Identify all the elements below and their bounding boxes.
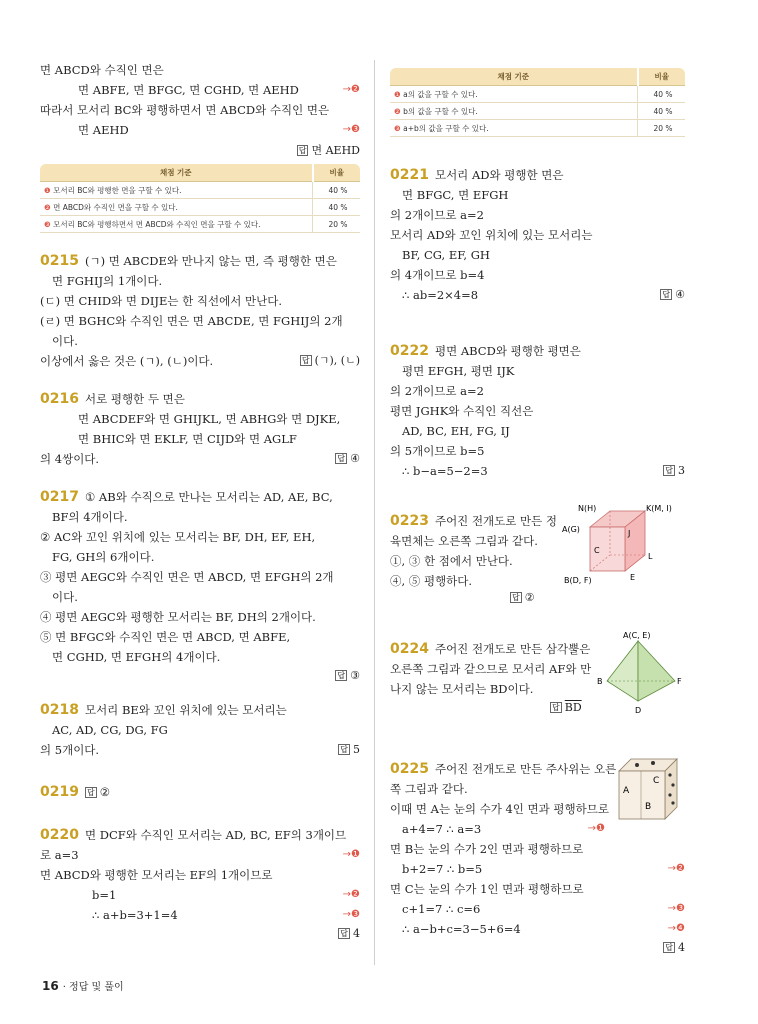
problem-0218: 0218 모서리 BE와 꼬인 위치에 있는 모서리는 AC, AD, CG, DG, FG 의 5개이다. 답 5 [40,700,360,760]
table-row: ❷ 면 ABCD와 수직인 면을 구할 수 있다. 40 % [40,199,360,216]
table-row: ❸ 모서리 BC와 평행하면서 면 ABCD와 수직인 면을 구할 수 있다. 20 % [40,216,360,233]
answer-icon: 답 [86,788,95,797]
answer: 답 $\overline{BD}$ [552,701,582,714]
table-row: ❶ a의 값을 구할 수 있다. 40 % [390,86,685,103]
answer-icon: 답 [552,703,560,712]
column-divider [374,60,375,965]
problem-number: 0222 [390,343,429,359]
step-marker: →❸ [342,909,360,920]
answer: 답 5 [340,743,360,756]
problem-number: 0221 [390,167,429,183]
scoring-table [40,164,360,233]
answer: 답 (ㄱ), (ㄴ) [301,354,360,367]
vertex-label: J [628,529,631,538]
answer: 답 4 [665,941,685,954]
step-marker: →❷ [342,889,360,900]
step-marker: →❹ [667,923,685,934]
problem-number: 0223 [390,513,429,529]
page-footer [42,978,124,993]
text-line: 면 ABCD와 수직인 면은 [40,63,164,77]
answer: 답 3 [665,464,685,477]
step-marker: →❶ [587,823,605,834]
answer: 답 면 AEHD [298,144,360,157]
problem-0224: 0224 주어진 전개도로 만든 삼각뿔은 오른쪽 그림과 같으므로 모서리 AF와 만 나지 않는 모서리는 BD이다. 답 $\overline{BD}$ A(C, E) B F D [390,639,685,729]
step-marker: →❸ [667,903,685,914]
face-label: B [645,802,652,812]
step-marker: →❸ [342,124,360,135]
face-label: C [653,776,660,786]
answer-icon: 답 [662,290,671,299]
vertex-label: E [630,573,636,582]
vertex-label: D [635,706,642,715]
step-marker: →❷ [667,863,685,874]
vertex-label: B [597,677,603,686]
problem-number: 0225 [390,761,429,777]
table-header: 채점 기준 [390,68,638,86]
problem-number: 0218 [40,702,79,718]
vertex-label: B(D, F) [564,576,592,585]
answer-icon: 답 [665,466,673,475]
problem-number: 0220 [40,827,79,843]
problem-0217: 0217 ① AB와 수직으로 만나는 모서리는 AD, AE, BC, BF의 4개이다. ② AC와 꼬인 위치에 있는 모서리는 BF, DH, EF, EH, FG, GH의 6개이다. ③ 평면 AEGC와 수직인 면은 면 ABCD, 면 EFGH의 2개 이다. ④ 평면 AEGC와 평행한 모서리는 BF, DH의 2개이다. ⑤ 면 BFGC와 수직인 면은 면 ABCD, 면 ABFE, 면 CGHD, 면 EFGH의 4개이다. 답 ③ [40,489,360,682]
problem-0225: A B C 0225 주어진 전개도로 만든 주사위는 오른 쪽 그림과 같다. 이때 면 A는 눈의 수가 4인 면과 평행하므로 a+4=7 ∴ a=3 →❶ 면 B는 눈의 수가 2인 면과 평행하므로 b+2=7 ∴ b=5 →❷ 면 C는 눈의 수가 1인 면과 평행하므로 c+1=7 ∴ c=6 →❸ ∴ a−b+c=3−5+6=4 →❹ 답 4 [390,759,685,954]
page-number: 16 [42,979,59,993]
answer: 답 ② [512,591,535,604]
answer-icon: 답 [301,356,310,365]
table-header: 비율 [638,68,686,86]
vertex-label: A(G) [562,525,580,534]
table-row: ❷ b의 값을 구할 수 있다. 40 % [390,103,685,120]
problem-0216: 0216 서로 평행한 두 면은 면 ABCDEF와 면 GHIJKL, 면 ABHG와 면 DJKE, 면 BHIC와 면 EKLF, 면 CIJD와 면 AGLF 의 4쌍이다. 답 ④ [40,389,360,469]
vertex-label: F [677,677,682,686]
vertex-label: N(H) [578,505,597,513]
table-header: 채점 기준 [40,164,313,182]
text-line: 따라서 모서리 BC와 평행하면서 면 ABCD와 수직인 면은 [40,103,330,117]
answer: 답 ④ [662,288,685,301]
answer-icon: 답 [665,943,673,952]
problem-0220: 0220 면 DCF와 수직인 모서리는 AD, BC, EF의 3개이므 로 a=3 →❶ 면 ABCD와 평행한 모서리는 EF의 1개이므로 b=1 →❷ ∴ a+b=3+1=4 →❸ 답 4 [40,827,360,940]
problem-0222: 0222 평면 ABCD와 평행한 평면은 평면 EFGH, 평면 IJK 의 2개이므로 a=2 평면 JGHK와 수직인 직선은 AD, BC, EH, FG, IJ 의 5개이므로 b=5 ∴ b−a=5−2=3 답 3 [390,341,685,481]
vertex-label: C [594,546,600,555]
text-line: 면 AEHD →❸ [40,120,360,140]
problem-number: 0224 [390,641,429,657]
answer-icon: 답 [337,454,346,463]
answer-icon: 답 [337,671,346,680]
intro-solution [40,60,360,158]
vertex-label: K(M, I) [646,505,672,513]
problem-number: 0215 [40,253,79,269]
answer-icon: 답 [340,745,348,754]
problem-0215: 0215 (ㄱ) 면 ABCDE와 만나지 않는 면, 즉 평행한 면은 면 FGHIJ의 1개이다. (ㄷ) 면 CHID와 면 DIJE는 한 직선에서 만난다. (ㄹ) 면 BGHC와 수직인 면은 면 ABCDE, 면 FGHIJ의 2개 이다. 이상에서 옳은 것은 (ㄱ), (ㄴ)이다. 답 (ㄱ), (ㄴ) [40,251,360,371]
problem-number: 0219 [40,784,79,800]
step-marker: →❷ [342,84,360,95]
answer: 답 4 [340,927,360,940]
problem-number: 0216 [40,391,79,407]
answer-icon: 답 [512,593,520,602]
vertex-label: L [648,552,653,561]
problem-0219: 0219 답 ② [40,784,111,800]
left-column [40,60,360,940]
table-header: 비율 [313,164,361,182]
table-row: ❸ a+b의 값을 구할 수 있다. 20 % [390,120,685,137]
face-label: A [623,786,630,796]
pyramid-diagram [595,629,685,724]
problem-0221: 0221 모서리 AD와 평행한 면은 면 BFGC, 면 EFGH 의 2개이므로 a=2 모서리 AD와 꼬인 위치에 있는 모서리는 BF, CG, EF, GH 의 4개이므로 b=4 ∴ ab=2×4=8 답 ④ [390,165,685,305]
answer: 답 ③ [337,669,360,682]
answer: 답 ④ [337,452,360,465]
problem-number: 0217 [40,489,79,505]
table-row: ❶ 모서리 BC와 평행한 면을 구할 수 있다. 40 % [40,182,360,199]
right-column [390,60,685,954]
text-line: 면 ABFE, 면 BFGC, 면 CGHD, 면 AEHD →❷ [40,80,360,100]
problem-0223: 0223 주어진 전개도로 만든 정 육면체는 오른쪽 그림과 같다. ①, ③ 한 점에서 만난다. ④, ⑤ 평행하다. 답 ② N(H) K(M, I) A(G) J C L B(D, F) E [390,511,685,611]
cube-diagram [550,505,685,595]
scoring-table [390,68,685,137]
footer-title: · 정답 및 풀이 [62,982,124,993]
answer-icon: 답 [298,146,307,155]
vertex-label: A(C, E) [623,631,651,640]
answer-icon: 답 [340,929,348,938]
step-marker: →❶ [342,849,360,860]
